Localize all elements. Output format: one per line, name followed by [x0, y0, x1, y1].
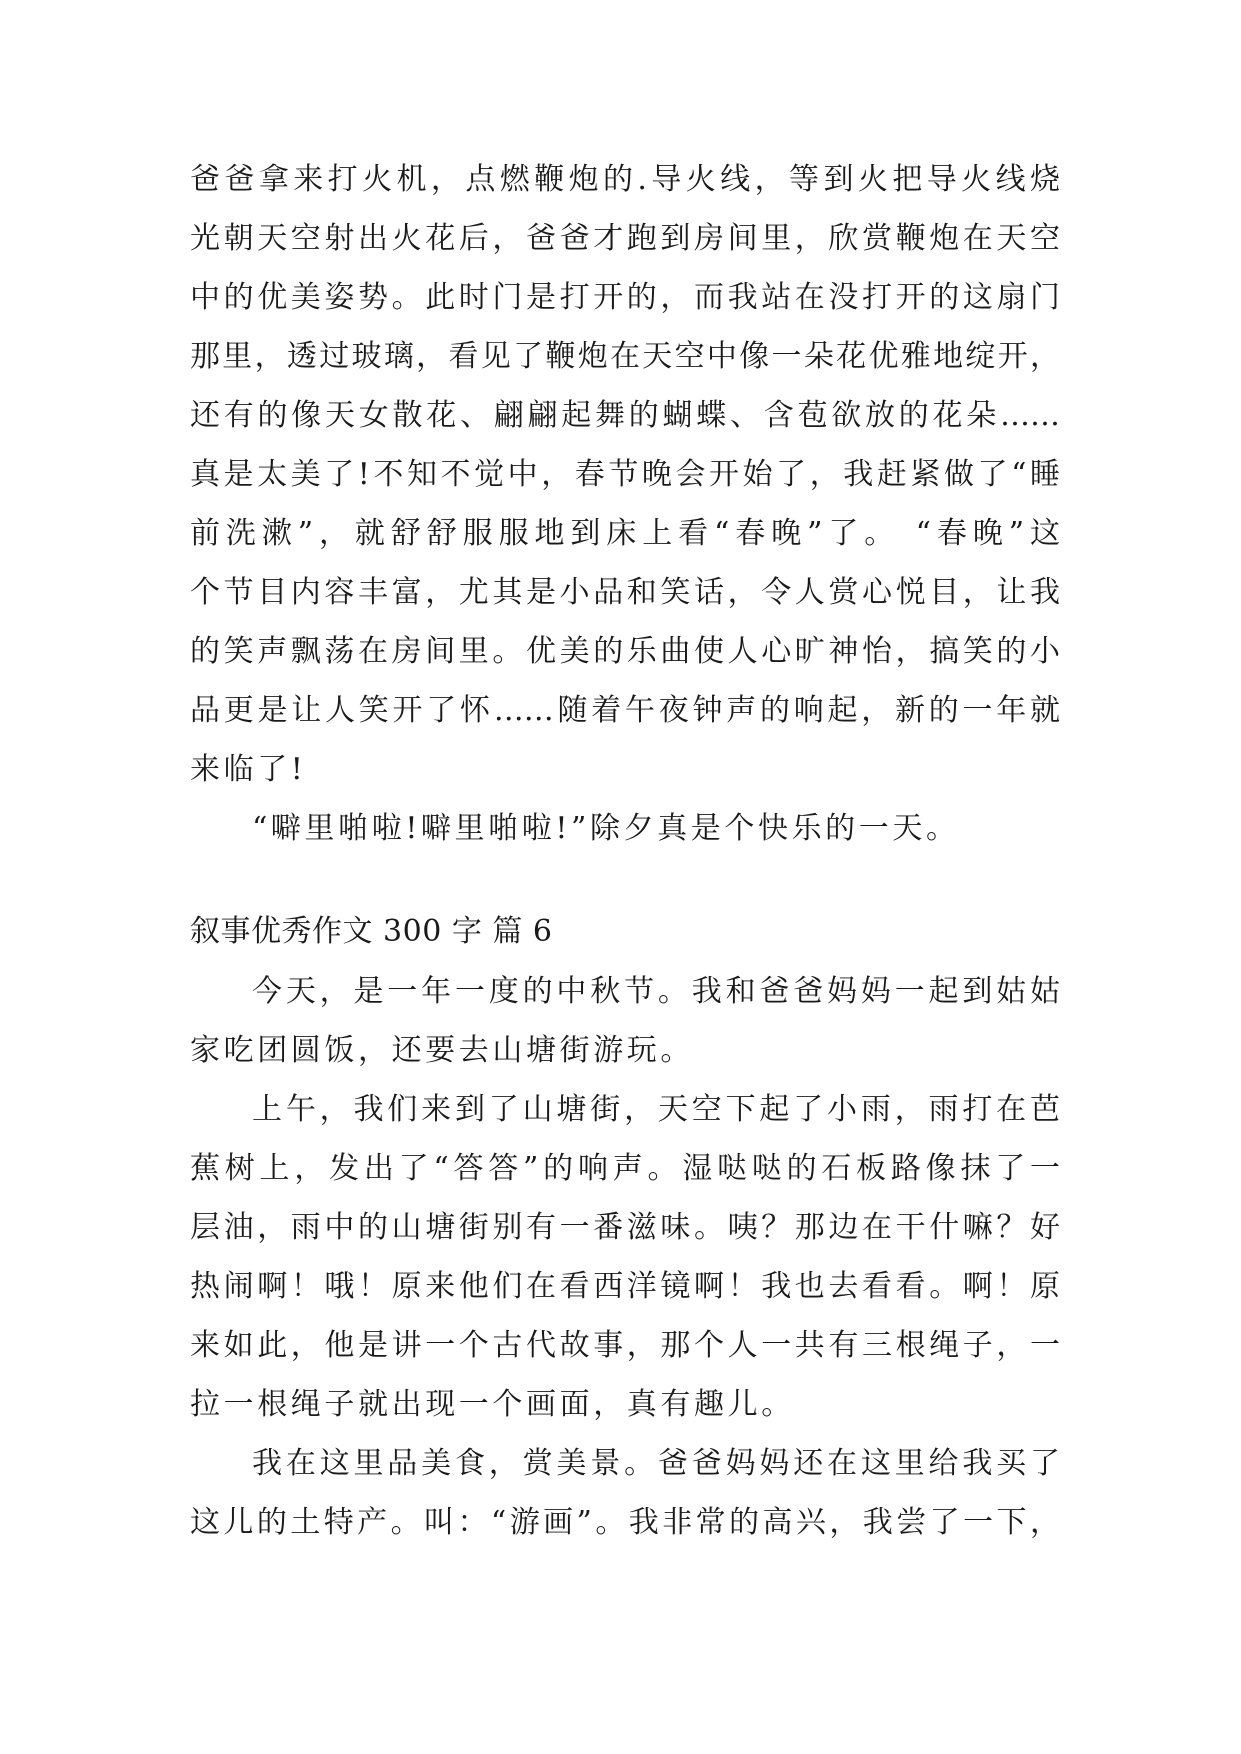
text-line: 个节目内容丰富，尤其是小品和笑话，令人赏心悦目，让我 — [190, 575, 1060, 610]
paragraph-specialty — [190, 1434, 1060, 1552]
text-line: 中的优美姿势。此时门是打开的，而我站在没打开的这扇门 — [190, 280, 1060, 315]
text-line: 来如此，他是讲一个古代故事，那个人一共有三根绳子，一 — [190, 1328, 1060, 1363]
text-line: 上午，我们来到了山塘街，天空下起了小雨，雨打在芭 — [252, 1092, 1060, 1127]
text-line: 层油，雨中的山塘街别有一番滋味。咦？那边在干什嘛？好 — [190, 1210, 1060, 1245]
paragraph-mid-autumn — [190, 962, 1060, 1080]
text-line: 我在这里品美食，赏美景。爸爸妈妈还在这里给我买了 — [252, 1446, 1060, 1481]
text-line: 今天，是一年一度的中秋节。我和爸爸妈妈一起到姑姑 — [252, 974, 1060, 1009]
section-heading: 叙事优秀作文 300 字 篇 6 — [190, 914, 553, 949]
text-line: 真是太美了!不知不觉中，春节晚会开始了，我赶紧做了“睡 — [190, 457, 1060, 492]
text-line: 热闹啊！哦！原来他们在看西洋镜啊！我也去看看。啊！原 — [190, 1269, 1060, 1304]
paragraph-shantang-street — [190, 1080, 1060, 1434]
text-line: 蕉树上，发出了“答答”的响声。湿哒哒的石板路像抹了一 — [190, 1151, 1060, 1186]
text-line: 家吃团圆饭，还要去山塘街游玩。 — [190, 1033, 694, 1068]
text-line: 光朝天空射出火花后，爸爸才跑到房间里，欣赏鞭炮在天空 — [190, 221, 1060, 256]
text-line: 这儿的土特产。叫：“游画”。我非常的高兴，我尝了一下， — [190, 1505, 1060, 1540]
section-heading-block — [190, 902, 1060, 961]
text-line: 品更是让人笑开了怀……随着午夜钟声的响起，新的一年就 — [190, 693, 1060, 728]
paragraph-new-year-eve — [190, 150, 1060, 858]
closing-line: “噼里啪啦!噼里啪啦!”除夕真是个快乐的一天。 — [252, 811, 960, 846]
text-line: 的笑声飘荡在房间里。优美的乐曲使人心旷神怡，搞笑的小 — [190, 634, 1060, 669]
text-line: 来临了! — [190, 752, 307, 787]
text-line: 爸爸拿来打火机，点燃鞭炮的.导火线，等到火把导火线烧 — [190, 162, 1060, 197]
text-line: 前洗漱”，就舒舒服服地到床上看“春晚”了。 “春晚”这 — [190, 516, 1060, 551]
text-line: 那里，透过玻璃，看见了鞭炮在天空中像一朵花优雅地绽开， — [190, 339, 1060, 374]
text-line: 还有的像天女散花、翩翩起舞的蝴蝶、含苞欲放的花朵…… — [190, 398, 1060, 433]
text-line: 拉一根绳子就出现一个画面，真有趣儿。 — [190, 1387, 795, 1422]
